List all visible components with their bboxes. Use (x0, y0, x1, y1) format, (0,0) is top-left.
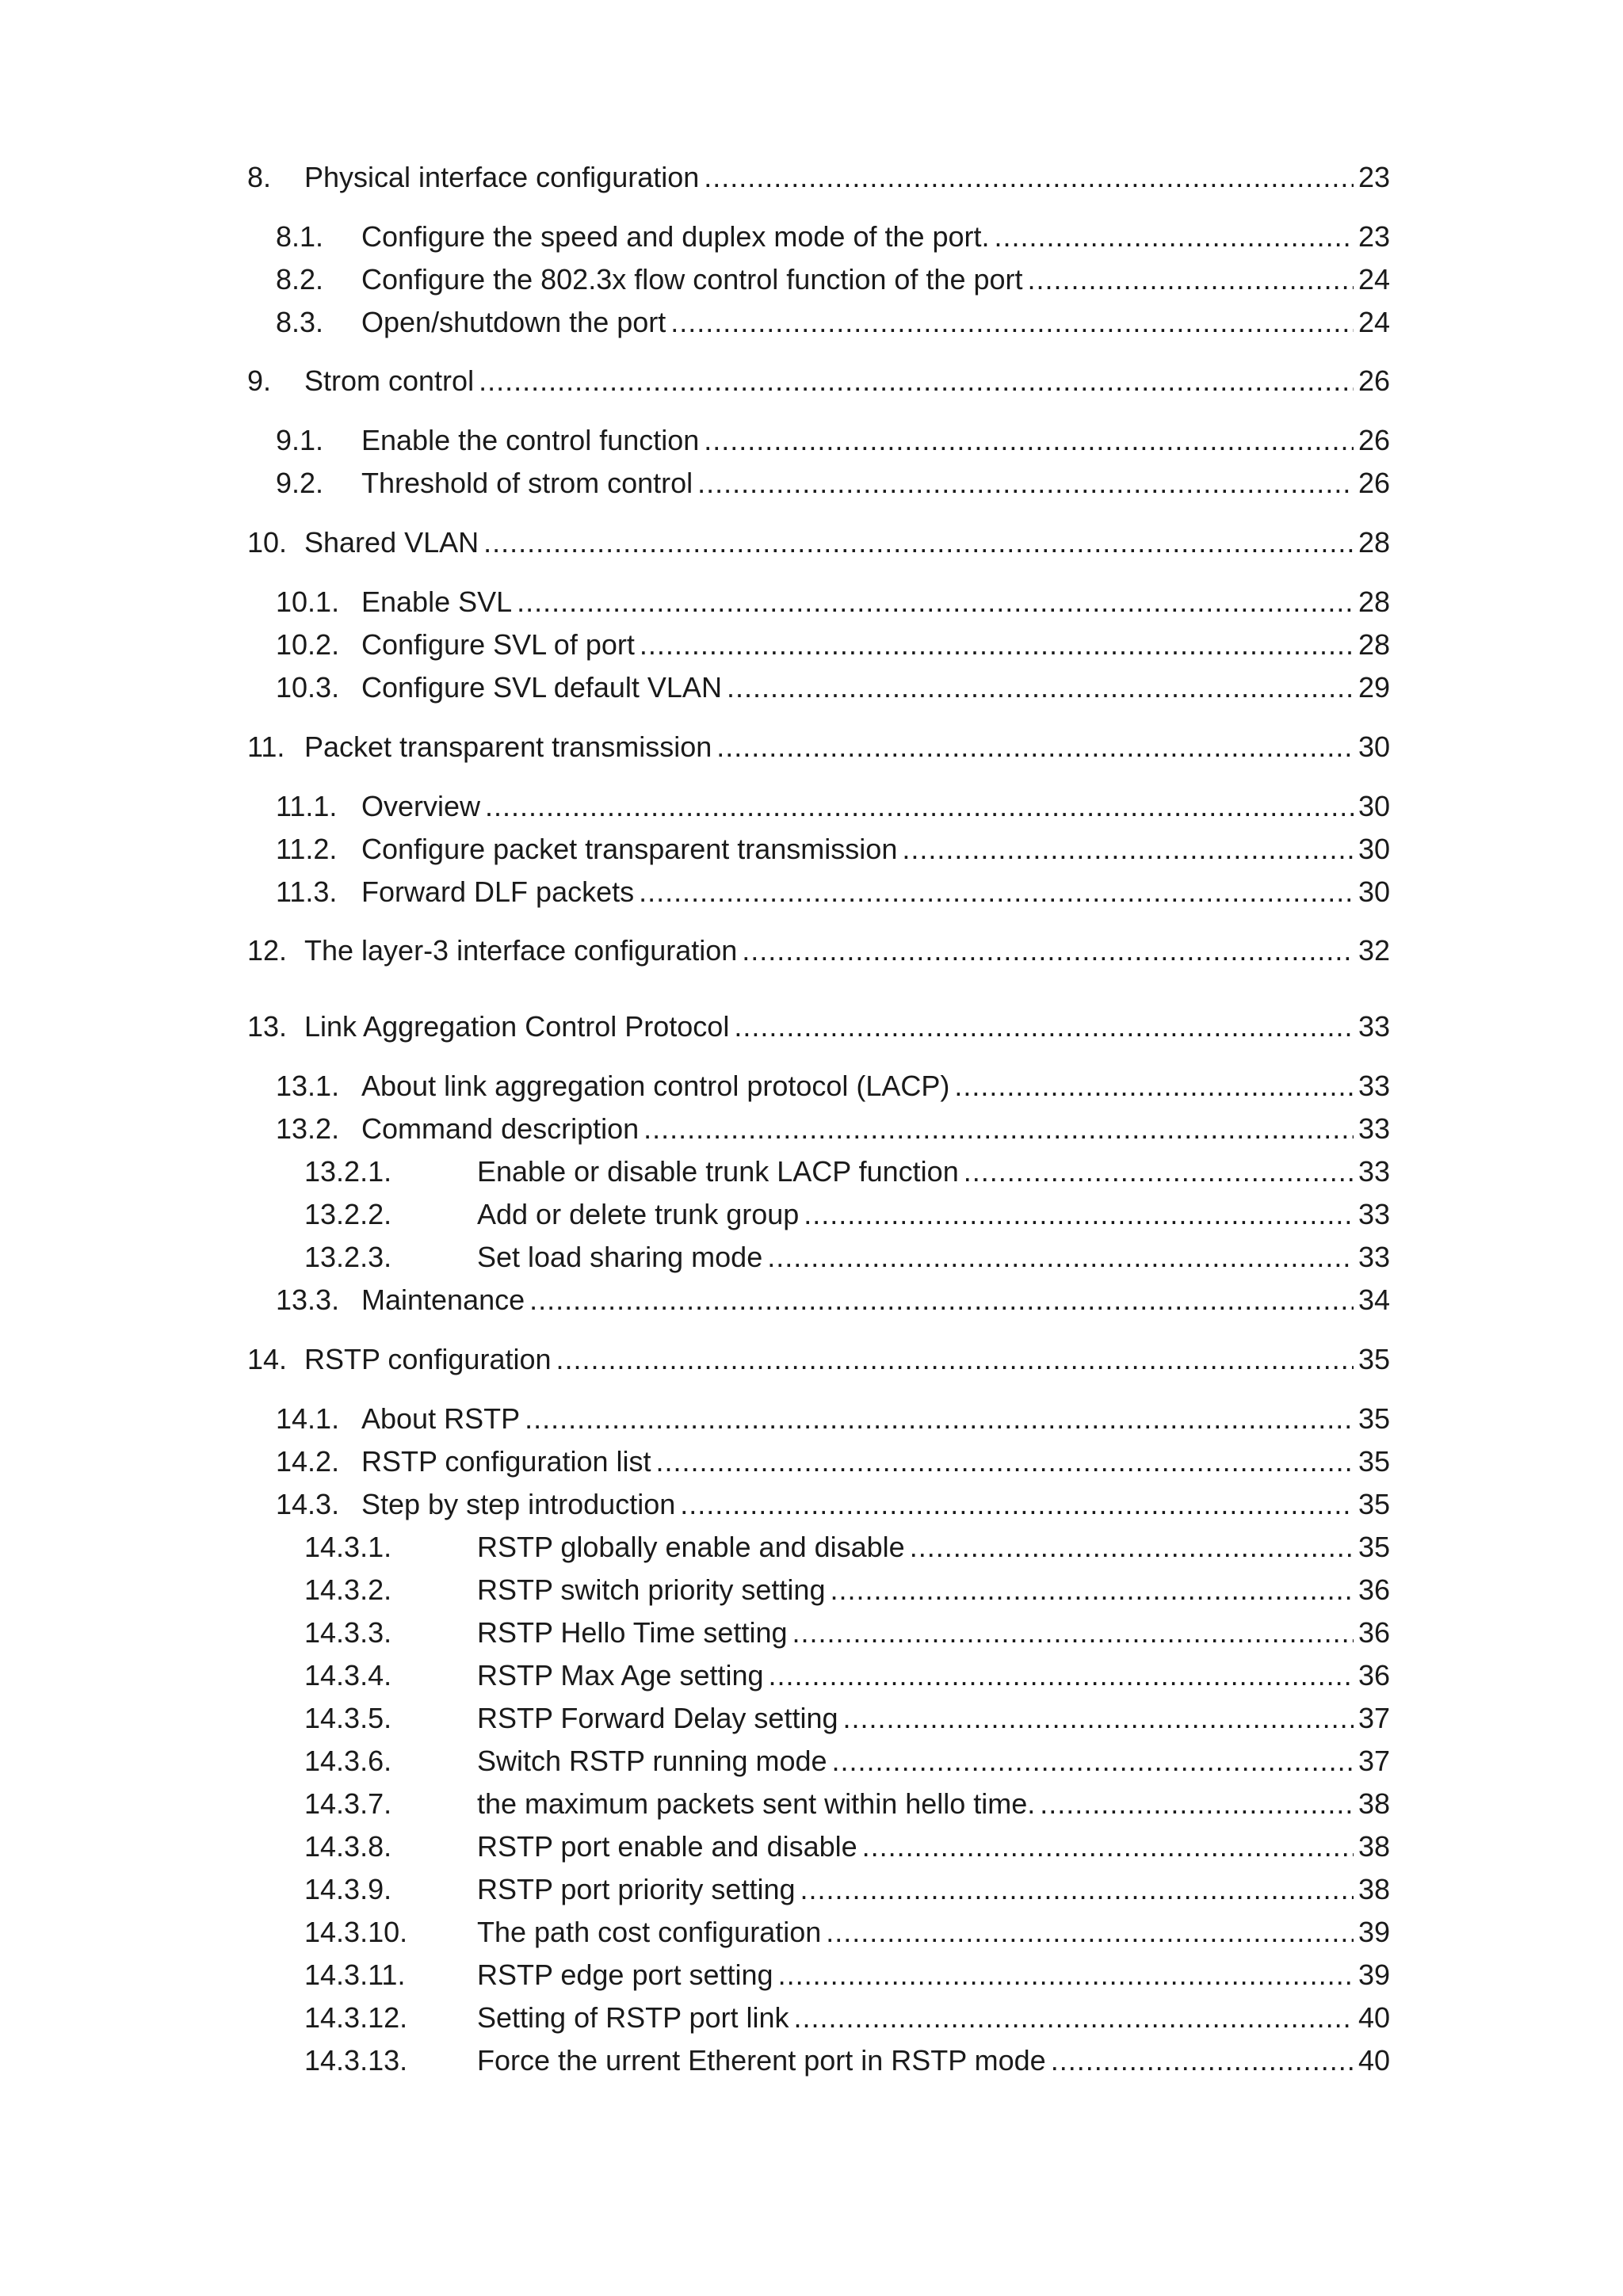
dot-leader (525, 1405, 1354, 1433)
dot-leader (640, 631, 1354, 659)
dot-leader (680, 1490, 1354, 1519)
dot-leader (704, 163, 1354, 192)
toc-entry-page-number: 26 (1358, 364, 1390, 397)
toc-entry-number: 10. (247, 526, 288, 559)
toc-entry-title: RSTP configuration list (361, 1445, 651, 1478)
toc-entry[interactable] (247, 1911, 1390, 1954)
dot-leader (483, 528, 1354, 557)
toc-entry-title: RSTP globally enable and disable (477, 1531, 905, 1563)
toc-entry-page-number: 24 (1358, 306, 1390, 338)
toc-entry-number: 14.3.12. (304, 2001, 408, 2034)
dot-leader (639, 878, 1354, 906)
toc-entry-title: Enable or disable trunk LACP function (477, 1155, 959, 1188)
toc-entry[interactable] (247, 1740, 1390, 1783)
toc-entry-page-number: 39 (1358, 1958, 1390, 1991)
toc-entry-title: Packet transparent transmission (304, 730, 712, 763)
toc-entry-title: Maintenance (361, 1283, 525, 1316)
toc-entry-page-number: 35 (1358, 1488, 1390, 1520)
toc-entry-number: 13.3. (276, 1283, 340, 1316)
toc-entry[interactable] (247, 581, 1390, 624)
toc-entry-number: 14.3.6. (304, 1745, 392, 1777)
toc-entry-page-number: 35 (1358, 1531, 1390, 1563)
toc-entry[interactable] (247, 1108, 1390, 1150)
dot-leader (656, 1447, 1354, 1476)
toc-entry-number: 13.2.2. (304, 1198, 392, 1230)
toc-entry-number: 14.3. (276, 1488, 340, 1520)
toc-entry[interactable] (247, 929, 1390, 972)
toc-entry-page-number: 24 (1358, 263, 1390, 296)
toc-entry-page-number: 33 (1358, 1241, 1390, 1273)
toc-entry[interactable] (247, 1483, 1390, 1526)
toc-entry-page-number: 30 (1358, 730, 1390, 763)
dot-leader (742, 936, 1354, 965)
toc-entry[interactable] (247, 1440, 1390, 1483)
toc-entry[interactable] (247, 828, 1390, 871)
toc-entry-title: Strom control (304, 364, 475, 397)
toc-entry[interactable] (247, 1193, 1390, 1236)
toc-entry-page-number: 37 (1358, 1745, 1390, 1777)
toc-entry-title: Open/shutdown the port (361, 306, 666, 338)
toc-entry-page-number: 30 (1358, 875, 1390, 908)
toc-entry-page-number: 39 (1358, 1916, 1390, 1948)
dot-leader (995, 223, 1354, 251)
dot-leader (954, 1072, 1354, 1100)
toc-entry-title: RSTP configuration (304, 1343, 552, 1375)
toc-entry-number: 14.3.1. (304, 1531, 392, 1563)
toc-entry-page-number: 30 (1358, 790, 1390, 822)
toc-entry[interactable] (247, 462, 1390, 505)
dot-leader (794, 2004, 1354, 2032)
toc-entry[interactable] (247, 521, 1390, 564)
toc-entry[interactable] (247, 1868, 1390, 1911)
dot-leader (529, 1286, 1354, 1314)
toc-entry[interactable] (247, 624, 1390, 666)
toc-entry-number: 8.1. (276, 220, 324, 253)
toc-entry-title: RSTP port priority setting (477, 1873, 796, 1905)
dot-leader (697, 469, 1354, 498)
dot-leader (1028, 265, 1354, 294)
toc-entry[interactable] (247, 1825, 1390, 1868)
toc-entry[interactable] (247, 1150, 1390, 1193)
toc-entry-page-number: 26 (1358, 467, 1390, 499)
toc-entry-number: 11.3. (276, 875, 338, 908)
dot-leader (832, 1747, 1354, 1775)
toc-entry[interactable] (247, 258, 1390, 301)
toc-entry[interactable] (247, 1783, 1390, 1825)
toc-entry-number: 10.1. (276, 585, 340, 618)
dot-leader (727, 673, 1354, 702)
toc-entry-title: Forward DLF packets (361, 875, 635, 908)
toc-entry-number: 14.3.10. (304, 1916, 408, 1948)
toc-entry-title: Force the urrent Etherent port in RSTP mode (477, 2044, 1046, 2077)
toc-entry-title: Step by step introduction (361, 1488, 676, 1520)
toc-entry-number: 14.3.8. (304, 1830, 392, 1863)
dot-leader (769, 1661, 1354, 1690)
toc-entry-number: 14.3.9. (304, 1873, 392, 1905)
toc-entry-number: 12. (247, 934, 288, 967)
toc-entry-number: 14.1. (276, 1402, 340, 1435)
toc-entry-number: 14.3.4. (304, 1659, 392, 1691)
toc-entry-number: 14.3.3. (304, 1616, 392, 1649)
toc-entry-title: RSTP Forward Delay setting (477, 1702, 838, 1734)
toc-entry[interactable] (247, 1005, 1390, 1048)
toc-entry-title: RSTP Max Age setting (477, 1659, 764, 1691)
toc-entry-title: the maximum packets sent within hello time. (477, 1787, 1036, 1820)
toc-entry-page-number: 40 (1358, 2044, 1390, 2077)
toc-entry-page-number: 33 (1358, 1010, 1390, 1043)
toc-entry-number: 9. (247, 364, 272, 397)
toc-entry-page-number: 28 (1358, 526, 1390, 559)
toc-entry-number: 9.2. (276, 467, 324, 499)
toc-entry-page-number: 26 (1358, 424, 1390, 456)
toc-entry[interactable] (247, 215, 1390, 258)
dot-leader (778, 1961, 1354, 1989)
toc-entry[interactable] (247, 156, 1390, 199)
toc-entry-page-number: 29 (1358, 671, 1390, 704)
toc-entry[interactable] (247, 785, 1390, 828)
toc-entry-page-number: 34 (1358, 1283, 1390, 1316)
toc-entry-title: Configure packet transparent transmission (361, 833, 898, 865)
toc-entry-number: 14. (247, 1343, 288, 1375)
toc-entry-number: 8. (247, 161, 272, 193)
toc-entry-page-number: 33 (1358, 1112, 1390, 1145)
toc-entry-title: Shared VLAN (304, 526, 479, 559)
toc-entry-title: Configure the speed and duplex mode of the port. (361, 220, 990, 253)
toc-entry-page-number: 32 (1358, 934, 1390, 967)
toc-entry-page-number: 38 (1358, 1873, 1390, 1905)
toc-entry-title: Switch RSTP running mode (477, 1745, 827, 1777)
toc-entry-title: Command description (361, 1112, 640, 1145)
toc-entry-page-number: 28 (1358, 628, 1390, 661)
dot-leader (767, 1243, 1354, 1272)
toc-entry-number: 14.3.11. (304, 1958, 406, 1991)
toc-entry-title: Enable SVL (361, 585, 513, 618)
toc-entry-page-number: 33 (1358, 1155, 1390, 1188)
toc-entry[interactable] (247, 419, 1390, 462)
toc-entry-title: Physical interface configuration (304, 161, 700, 193)
toc-entry-title: Configure SVL default VLAN (361, 671, 722, 704)
toc-entry-title: RSTP Hello Time setting (477, 1616, 788, 1649)
dot-leader (830, 1576, 1353, 1604)
toc-entry[interactable] (247, 871, 1390, 913)
dot-leader (826, 1918, 1354, 1947)
toc-entry-title: Configure the 802.3x flow control function of the port (361, 263, 1023, 296)
toc-entry-page-number: 23 (1358, 161, 1390, 193)
toc-entry-number: 11.1. (276, 790, 338, 822)
toc-entry-page-number: 36 (1358, 1573, 1390, 1606)
toc-entry-page-number: 35 (1358, 1402, 1390, 1435)
toc-entry-page-number: 35 (1358, 1343, 1390, 1375)
toc-entry-number: 14.3.2. (304, 1573, 392, 1606)
toc-entry-number: 10.2. (276, 628, 340, 661)
toc-entry-number: 11. (247, 730, 285, 763)
dot-leader (964, 1158, 1354, 1186)
toc-entry-number: 9.1. (276, 424, 324, 456)
toc-entry-title: Add or delete trunk group (477, 1198, 800, 1230)
dot-leader (843, 1704, 1354, 1733)
dot-leader (1040, 1790, 1354, 1818)
toc-entry[interactable] (247, 1398, 1390, 1440)
toc-entry[interactable] (247, 1954, 1390, 1997)
toc-entry-title: RSTP port enable and disable (477, 1830, 857, 1863)
toc-entry-title: The path cost configuration (477, 1916, 822, 1948)
toc-entry-title: Threshold of strom control (361, 467, 693, 499)
toc-entry-page-number: 36 (1358, 1616, 1390, 1649)
toc-entry[interactable] (247, 2039, 1390, 2082)
dot-leader (716, 733, 1354, 761)
dot-leader (485, 792, 1354, 821)
toc-entry-title: About RSTP (361, 1402, 521, 1435)
toc-entry-number: 13.2.1. (304, 1155, 392, 1188)
toc-entry[interactable] (247, 1236, 1390, 1279)
dot-leader (792, 1619, 1353, 1647)
dot-leader (479, 367, 1354, 395)
toc-entry-number: 13. (247, 1010, 288, 1043)
toc-entry-number: 14.3.7. (304, 1787, 392, 1820)
dot-leader (517, 588, 1354, 616)
toc-entry-number: 14.2. (276, 1445, 340, 1478)
toc-entry[interactable] (247, 1338, 1390, 1381)
dot-leader (670, 308, 1354, 337)
toc-entry[interactable] (247, 666, 1390, 709)
toc-entry-title: Configure SVL of port (361, 628, 635, 661)
dot-leader (1051, 2046, 1354, 2075)
toc-entry[interactable] (247, 1654, 1390, 1697)
toc-entry-title: About link aggregation control protocol (LACP) (361, 1070, 950, 1102)
dot-leader (704, 426, 1354, 455)
toc-entry-number: 8.3. (276, 306, 324, 338)
toc-entry-title: Overview (361, 790, 481, 822)
toc-entry-page-number: 28 (1358, 585, 1390, 618)
table-of-contents (247, 0, 1390, 2296)
toc-entry-number: 11.2. (276, 833, 338, 865)
toc-entry-title: Set load sharing mode (477, 1241, 763, 1273)
toc-entry-number: 13.1. (276, 1070, 340, 1102)
dot-leader (734, 1013, 1354, 1041)
toc-entry-page-number: 36 (1358, 1659, 1390, 1691)
toc-entry[interactable] (247, 1569, 1390, 1611)
dot-leader (910, 1533, 1354, 1562)
toc-entry-page-number: 33 (1358, 1070, 1390, 1102)
dot-leader (804, 1200, 1354, 1229)
toc-entry-number: 13.2. (276, 1112, 340, 1145)
dot-leader (556, 1345, 1354, 1374)
toc-entry[interactable] (247, 360, 1390, 402)
toc-entry-title: The layer-3 interface configuration (304, 934, 738, 967)
toc-entry-page-number: 35 (1358, 1445, 1390, 1478)
dot-leader (902, 835, 1354, 864)
toc-entry-page-number: 40 (1358, 2001, 1390, 2034)
toc-entry[interactable] (247, 1065, 1390, 1108)
toc-entry-page-number: 37 (1358, 1702, 1390, 1734)
toc-entry-page-number: 38 (1358, 1787, 1390, 1820)
toc-entry[interactable] (247, 1997, 1390, 2039)
dot-leader (800, 1875, 1353, 1904)
toc-entry-page-number: 30 (1358, 833, 1390, 865)
toc-entry[interactable] (247, 1279, 1390, 1322)
toc-entry-title: RSTP switch priority setting (477, 1573, 826, 1606)
toc-entry-title: Enable the control function (361, 424, 700, 456)
toc-entry-number: 10.3. (276, 671, 340, 704)
dot-leader (643, 1115, 1354, 1143)
toc-entry-title: Setting of RSTP port link (477, 2001, 789, 2034)
toc-entry[interactable] (247, 301, 1390, 344)
toc-entry-title: RSTP edge port setting (477, 1958, 773, 1991)
toc-entry[interactable] (247, 1611, 1390, 1654)
toc-entry-number: 14.3.13. (304, 2044, 408, 2077)
toc-entry-number: 14.3.5. (304, 1702, 392, 1734)
toc-entry-title: Link Aggregation Control Protocol (304, 1010, 730, 1043)
dot-leader (862, 1833, 1354, 1861)
toc-entry-number: 8.2. (276, 263, 324, 296)
toc-entry-number: 13.2.3. (304, 1241, 392, 1273)
toc-entry[interactable] (247, 726, 1390, 769)
toc-entry[interactable] (247, 1697, 1390, 1740)
toc-entry-page-number: 33 (1358, 1198, 1390, 1230)
toc-entry[interactable] (247, 1526, 1390, 1569)
toc-entry-page-number: 23 (1358, 220, 1390, 253)
toc-entry-page-number: 38 (1358, 1830, 1390, 1863)
